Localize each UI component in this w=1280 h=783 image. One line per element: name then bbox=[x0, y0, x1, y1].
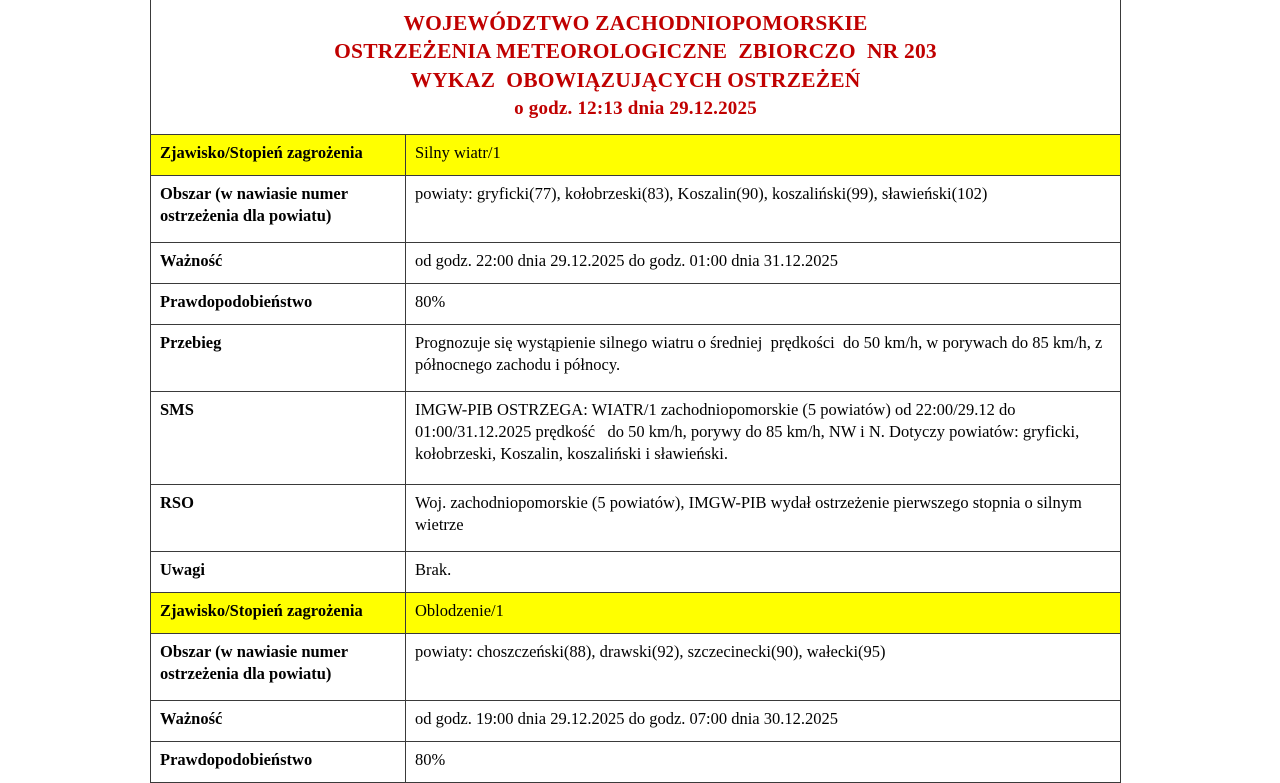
table-row-rso-1 bbox=[151, 485, 1121, 552]
value-probability-2: 80% bbox=[406, 742, 1121, 783]
title-line-1: WOJEWÓDZTWO ZACHODNIOPOMORSKIE bbox=[403, 10, 868, 35]
label-remarks-1: Uwagi bbox=[151, 552, 406, 593]
table-row-hazard-1 bbox=[151, 135, 1121, 176]
warnings-table bbox=[150, 0, 1121, 783]
value-rso-1: Woj. zachodniopomorskie (5 powiatów), IMGW-PIB wydał ostrzeżenie pierwszego stopnia o silnym wietrze bbox=[406, 485, 1121, 552]
label-rso-1: RSO bbox=[151, 485, 406, 552]
table-row-hazard-2 bbox=[151, 593, 1121, 634]
table-row-validity-2 bbox=[151, 701, 1121, 742]
value-validity-2: od godz. 19:00 dnia 29.12.2025 do godz. 07:00 dnia 30.12.2025 bbox=[406, 701, 1121, 742]
label-area-line-1: Obszar (w nawiasie numer bbox=[160, 184, 348, 203]
value-hazard-1: Silny wiatr/1 bbox=[406, 135, 1121, 176]
value-sms-1: IMGW-PIB OSTRZEGA: WIATR/1 zachodniopomorskie (5 powiatów) od 22:00/29.12 do 01:00/31.12.2025 prędkość do 50 km/h, porywy do 85 km/h, NW i N. Dotyczy powiatów: gryficki, kołobrzeski, Koszalin, koszaliński i sławieński. bbox=[406, 392, 1121, 485]
title-line-3: WYKAZ OBOWIĄZUJĄCYCH OSTRZEŻEŃ bbox=[410, 67, 861, 92]
value-probability-1: 80% bbox=[406, 284, 1121, 325]
document-title-cell bbox=[151, 0, 1121, 135]
label-hazard-2: Zjawisko/Stopień zagrożenia bbox=[151, 593, 406, 634]
label-course-1: Przebieg bbox=[151, 325, 406, 392]
label-probability-1: Prawdopodobieństwo bbox=[151, 284, 406, 325]
title-line-2: OSTRZEŻENIA METEOROLOGICZNE ZBIORCZO NR 203 bbox=[334, 39, 937, 64]
title-row bbox=[151, 0, 1121, 135]
value-area-2: powiaty: choszczeński(88), drawski(92), szczecinecki(90), wałecki(95) bbox=[406, 634, 1121, 701]
label-area-1 bbox=[151, 176, 406, 243]
label-area-line-2: ostrzeżenia dla powiatu) bbox=[160, 205, 332, 225]
table-row-area-1 bbox=[151, 176, 1121, 243]
document-title bbox=[157, 9, 1114, 121]
value-course-1: Prognozuje się wystąpienie silnego wiatru o średniej prędkości do 50 km/h, w porywach do 85 km/h, z północnego zachodu i północy. bbox=[406, 325, 1121, 392]
table-row-validity-1 bbox=[151, 243, 1121, 284]
table-row-sms-1 bbox=[151, 392, 1121, 485]
label-sms-1: SMS bbox=[151, 392, 406, 485]
table-row-area-2 bbox=[151, 634, 1121, 701]
table-row-course-1 bbox=[151, 325, 1121, 392]
table-row-remarks-1 bbox=[151, 552, 1121, 593]
label-validity-1: Ważność bbox=[151, 243, 406, 284]
label-area-2 bbox=[151, 634, 406, 701]
label-area-2-line-1: Obszar (w nawiasie numer bbox=[160, 642, 348, 661]
label-validity-2: Ważność bbox=[151, 701, 406, 742]
value-area-1: powiaty: gryficki(77), kołobrzeski(83), Koszalin(90), koszaliński(99), sławieński(102) bbox=[406, 176, 1121, 243]
value-validity-1: od godz. 22:00 dnia 29.12.2025 do godz. 01:00 dnia 31.12.2025 bbox=[406, 243, 1121, 284]
title-timestamp: o godz. 12:13 dnia 29.12.2025 bbox=[514, 98, 757, 120]
value-hazard-2: Oblodzenie/1 bbox=[406, 593, 1121, 634]
label-probability-2: Prawdopodobieństwo bbox=[151, 742, 406, 783]
label-hazard-1: Zjawisko/Stopień zagrożenia bbox=[151, 135, 406, 176]
value-remarks-1: Brak. bbox=[406, 552, 1121, 593]
table-row-probability-1 bbox=[151, 284, 1121, 325]
table-row-probability-2 bbox=[151, 742, 1121, 783]
label-area-2-line-2: ostrzeżenia dla powiatu) bbox=[160, 663, 332, 683]
